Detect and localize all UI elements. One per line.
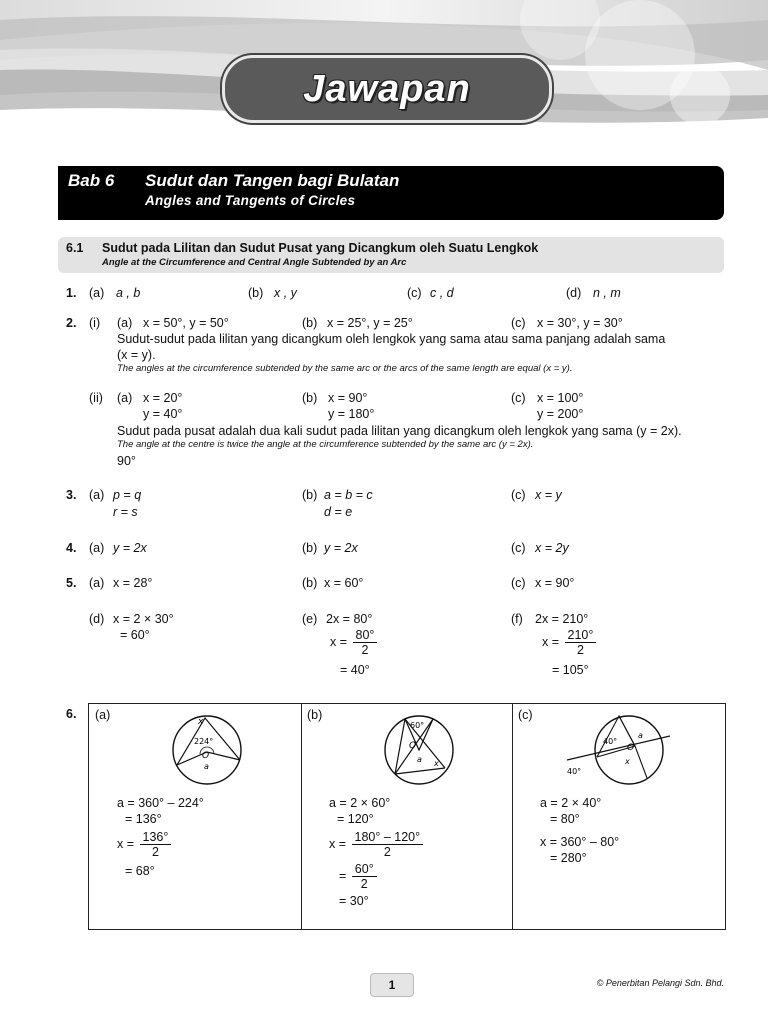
q6-b-line1: a = 2 × 60° <box>329 796 391 810</box>
q6-b-line5: = 30° <box>339 894 369 908</box>
q3-number: 3. <box>66 488 77 502</box>
q2-i-note-ms-line2: (x = y). <box>117 348 156 362</box>
q5-e-line1: 2x = 80° <box>326 612 373 626</box>
q3-c-label: (c) <box>511 488 526 502</box>
q5-d-line1: x = 2 × 30° <box>113 612 174 626</box>
q5-f-denominator: 2 <box>576 643 584 657</box>
q2-i-a-answer: x = 50°, y = 50° <box>143 316 229 330</box>
q2-ii-a-answer-x: x = 20° <box>143 391 183 405</box>
q6-a-fig-a: a <box>204 762 209 771</box>
q2-i-b-label: (b) <box>302 316 318 330</box>
q6-answer-table <box>88 703 726 930</box>
q5-e-label: (e) <box>302 612 318 626</box>
q2-i-c-answer: x = 30°, y = 30° <box>537 316 623 330</box>
chapter-title-ms: Sudut dan Tangen bagi Bulatan <box>145 171 400 190</box>
q6-c-fig-a: a <box>638 731 643 740</box>
q5-a-answer: x = 28° <box>113 576 153 590</box>
q6-divider-1 <box>301 704 302 929</box>
q2-i-note-en: The angles at the circumference subtended by the same arc or the arcs of the same length are equal (x = y). <box>117 363 573 374</box>
page-number: 1 <box>370 973 414 997</box>
q2-i-b-answer: x = 25°, y = 25° <box>327 316 413 330</box>
q6-b-lhs: x = <box>329 836 347 851</box>
q4-a-label: (a) <box>89 541 105 555</box>
q5-f-fraction <box>565 628 597 657</box>
copyright-notice: © Penerbitan Pelangi Sdn. Bhd. <box>596 978 724 988</box>
q1-c-label: (c) <box>407 286 422 300</box>
q6-a-fraction <box>140 830 172 859</box>
q1-b-label: (b) <box>248 286 264 300</box>
q6-c-line4: = 280° <box>550 851 587 865</box>
q2-ii-note-ms: Sudut pada pusat adalah dua kali sudut pada lilitan yang dicangkum oleh lengkok yang sama (y = 2x). <box>117 424 682 438</box>
q6-c-fig-o: O <box>627 743 635 753</box>
q5-number: 5. <box>66 576 77 590</box>
q6-a-fig-angle: 224° <box>194 737 214 746</box>
q2-ii-label: (ii) <box>89 391 103 405</box>
q6-b-fig-a: a <box>417 755 422 764</box>
q6-c-line2: = 80° <box>550 812 580 826</box>
q5-e-line3: = 40° <box>340 663 370 677</box>
q3-a-answer-2: r = s <box>113 505 138 519</box>
q1-b-answer: x , y <box>274 286 297 300</box>
q5-b-answer: x = 60° <box>324 576 364 590</box>
q4-c-label: (c) <box>511 541 526 555</box>
q3-b-answer-2: d = e <box>324 505 353 519</box>
q5-e-fraction <box>353 628 378 657</box>
chapter-heading <box>58 166 724 220</box>
q1-d-answer: n , m <box>593 286 621 300</box>
q2-ii-b-label: (b) <box>302 391 318 405</box>
q2-i-note-ms-line1: Sudut-sudut pada lilitan yang dicangkum oleh lengkok yang sama atau sama panjang adalah sama <box>117 332 666 346</box>
q6-c-fig-x: x <box>625 757 630 766</box>
q6-a-circle-figure <box>167 710 247 790</box>
q5-a-label: (a) <box>89 576 105 590</box>
q5-f-lhs: x = <box>542 634 560 649</box>
page-title-pill <box>222 55 552 123</box>
q5-e-denominator: 2 <box>361 643 369 657</box>
q6-b-fig-angle: 60° <box>410 721 425 730</box>
q2-ii-b-answer-x: x = 90° <box>328 391 368 405</box>
q6-a-denominator: 2 <box>151 845 159 859</box>
q1-number: 1. <box>66 286 77 300</box>
q6-number: 6. <box>66 707 77 721</box>
q5-c-label: (c) <box>511 576 526 590</box>
q2-ii-b-answer-y: y = 180° <box>328 407 375 421</box>
q6-c-line3: x = 360° – 80° <box>540 835 620 849</box>
q6-b-numerator-2: 60° <box>352 862 377 877</box>
q6-b-fig-x: x <box>434 759 439 768</box>
q5-b-label: (b) <box>302 576 318 590</box>
chapter-title-en: Angles and Tangents of Circles <box>145 193 356 208</box>
q6-b-label: (b) <box>307 708 323 722</box>
q1-a-answer: a , b <box>116 286 141 300</box>
q6-b-fraction-2 <box>352 862 377 891</box>
q1-d-label: (d) <box>566 286 582 300</box>
q2-ii-note-en: The angle at the centre is twice the angle at the circumference subtended by the same arc (y = 2x). <box>117 439 534 450</box>
q6-a-line4: = 68° <box>125 864 155 878</box>
q3-a-answer-1: p = q <box>113 488 142 502</box>
q5-e-fraction-line <box>330 628 379 657</box>
q6-a-fraction-line <box>117 830 173 859</box>
q6-b-fraction-line-2 <box>339 862 379 891</box>
q5-f-line1: 2x = 210° <box>535 612 589 626</box>
q6-b-circle-figure <box>379 710 459 790</box>
q6-b-fraction-line-1 <box>329 830 425 859</box>
q3-c-answer: x = y <box>535 488 562 502</box>
q3-a-label: (a) <box>89 488 105 502</box>
q4-b-label: (b) <box>302 541 318 555</box>
q2-ii-a-answer-y: y = 40° <box>143 407 183 421</box>
q1-c-answer: c , d <box>430 286 454 300</box>
q5-f-numerator: 210° <box>565 628 597 643</box>
q6-c-fig-angle-2: 40° <box>567 767 582 776</box>
q3-b-answer-1: a = b = c <box>324 488 373 502</box>
q1-a-label: (a) <box>89 286 105 300</box>
q6-a-line1: a = 360° – 224° <box>117 796 204 810</box>
q5-f-label: (f) <box>511 612 523 626</box>
q2-ii-a-label: (a) <box>117 391 133 405</box>
q2-ii-extra: 90° <box>117 454 136 468</box>
q6-c-circle-figure <box>565 708 675 792</box>
q6-c-line1: a = 2 × 40° <box>540 796 602 810</box>
q5-d-line2: = 60° <box>120 628 150 642</box>
q4-c-answer: x = 2y <box>535 541 569 555</box>
section-title-en: Angle at the Circumference and Central Angle Subtended by an Arc <box>102 257 407 268</box>
q6-a-label: (a) <box>95 708 111 722</box>
q3-b-label: (b) <box>302 488 318 502</box>
q5-e-lhs: x = <box>330 634 348 649</box>
q4-number: 4. <box>66 541 77 555</box>
q6-b-numerator-1: 180° – 120° <box>352 830 424 845</box>
q5-d-label: (d) <box>89 612 105 626</box>
q4-a-answer: y = 2x <box>113 541 147 555</box>
q2-ii-c-answer-x: x = 100° <box>537 391 584 405</box>
q6-b-denominator-2: 2 <box>360 877 368 891</box>
q2-ii-c-label: (c) <box>511 391 526 405</box>
q6-b-fig-o: O <box>409 741 417 751</box>
section-heading <box>58 237 724 273</box>
q6-c-fig-angle-1: 40° <box>603 737 618 746</box>
q6-b-line2: = 120° <box>337 812 374 826</box>
q2-number: 2. <box>66 316 77 330</box>
q6-a-fig-x: x <box>198 717 204 727</box>
q5-f-line3: = 105° <box>552 663 589 677</box>
q2-i-c-label: (c) <box>511 316 526 330</box>
q2-i-label: (i) <box>89 316 101 330</box>
q6-b-denominator-1: 2 <box>383 845 391 859</box>
q6-b-equals: = <box>339 868 347 883</box>
q5-c-answer: x = 90° <box>535 576 575 590</box>
section-number: 6.1 <box>66 241 84 255</box>
page-title: Jawapan <box>303 67 471 110</box>
q4-b-answer: y = 2x <box>324 541 358 555</box>
q5-f-fraction-line <box>542 628 598 657</box>
q6-b-fraction-1 <box>352 830 424 859</box>
q6-a-lhs: x = <box>117 836 135 851</box>
q6-divider-2 <box>512 704 513 929</box>
q2-i-a-label: (a) <box>117 316 133 330</box>
q6-a-line2: = 136° <box>125 812 162 826</box>
chapter-number: Bab 6 <box>68 171 115 190</box>
q6-a-fig-o: O <box>202 751 210 761</box>
q6-a-numerator: 136° <box>140 830 172 845</box>
q5-e-numerator: 80° <box>353 628 378 643</box>
section-title-ms: Sudut pada Lilitan dan Sudut Pusat yang Dicangkum oleh Suatu Lengkok <box>102 241 539 255</box>
q2-ii-c-answer-y: y = 200° <box>537 407 584 421</box>
q6-c-label: (c) <box>518 708 533 722</box>
